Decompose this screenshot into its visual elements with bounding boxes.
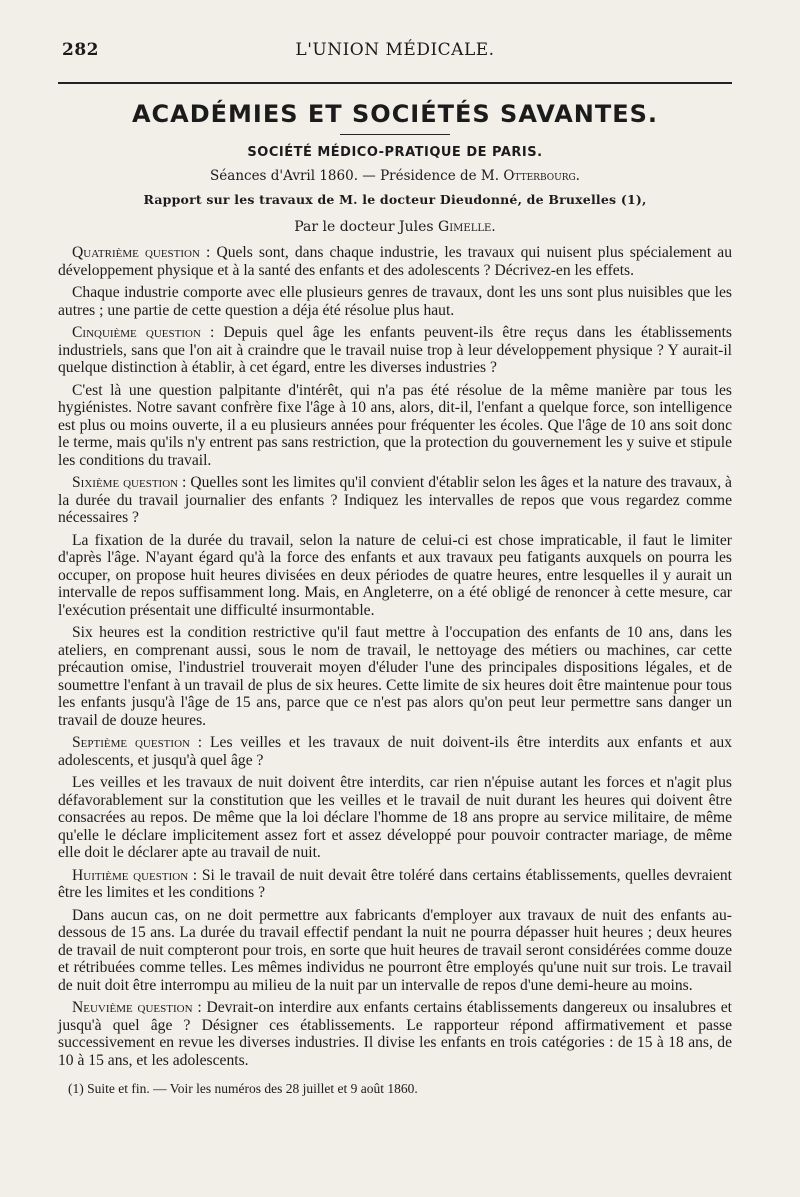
paragraph (58, 867, 732, 902)
paragraph-text: Dans aucun cas, on ne doit permettre aux fabricants d'employer aux travaux de nuit des enfants au-dessous de 15 ans. La durée du travail effectif pendant la nuit ne pourra dépasser huit heures ; deux heures de travail de nuit compteront pour trois, en sorte que huit heures de travail seront considérées comme douze et rétribuées comme telles. Les mêmes individus ne pourront être employés qu'une nuit sur trois. Le travail de nuit doit être interrompu au milieu de la nuit par un intervalle de repos d'une demi-heure au moins. (58, 906, 732, 994)
paragraph-text: La fixation de la durée du travail, selon la nature de celui-ci est chose impraticable, il faut le limiter d'après l'âge. N'ayant égard qu'à la force des enfants et aux travaux peu fatigants auxquels on pourra les occuper, on propose huit heures divisées en deux périodes de quatre heures, entre lesquelles il y aurait un intervalle de repos suffisamment long. Mais, en Angleterre, on a été obligé de renoncer à cette mesure, car l'exécution présentait une difficulté insurmontable. (58, 531, 732, 619)
session-text: Séances d'Avril 1860. — Présidence de M. (210, 168, 500, 184)
society-name: SOCIÉTÉ MÉDICO-PRATIQUE DE PARIS. (247, 145, 543, 160)
paragraph-text: Si le travail de nuit devait être toléré dans certains établissements, quelles devraient être les limites et les conditions ? (58, 866, 732, 901)
question-label: Septième question : (72, 734, 203, 751)
paragraph-text: Les veilles et les travaux de nuit doivent être interdits, car rien n'épuise autant les forces et n'agit plus défavorablement sur la constitution que les veilles et le travail de nuit durant les heures qui doivent être consacrées au repos. De même que la loi déclare l'homme de 18 ans propre au service militaire, de même qu'elle le déclare implicitement assez fort et assez développé pour pouvoir contracter mariage, de même elle doit le déclarer apte au travail de nuit. (58, 774, 732, 861)
article-body (58, 244, 732, 1069)
session-line (58, 168, 732, 184)
paragraph-text: Depuis quel âge les enfants peuvent-ils être reçus dans les établissements industriels, sans que l'on ait à craindre que le travail nuise trop à leur développement physique ? Y aurait-il quelque distinction à établir, à cet égard, entre les diverses industries ? (58, 324, 732, 376)
running-head (58, 40, 732, 78)
byline (58, 219, 732, 235)
paragraph-text: Les veilles et les travaux de nuit doivent-ils être interdits aux enfants et aux adolescents, et jusqu'à quel âge ? (58, 734, 732, 769)
paragraph (58, 624, 732, 729)
page-number: 282 (62, 40, 99, 60)
paragraph-text: Quelles sont les limites qu'il convient d'établir selon les âges et la nature des travaux, à la durée du travail journalier des enfants ? Indiquez les intervalles de repos que vous regardez comme nécessaires ? (58, 474, 732, 526)
paragraph-text: Quels sont, dans chaque industrie, les travaux qui nuisent plus spécialement au développement physique et à la santé des enfants et des adolescents ? Décrivez-en les effets. (58, 244, 732, 279)
paragraph-text: C'est là une question palpitante d'intérêt, qui n'a pas été résolue de la même manière par tous les hygiénistes. Notre savant confrère fixe l'âge à 10 ans, alors, dit-il, l'enfant a quelque force, son intelligence est plus ou moins ouverte, il a eu plusieurs années pour fréquenter les écoles. Que l'âge de 10 ans soit donc le terme, mais qu'ils n'y entrent pas sans restriction, que la protection du gouvernement les y suive et stipule les conditions du travail. (58, 381, 732, 469)
paragraph-text: Six heures est la condition restrictive qu'il faut mettre à l'occupation des enfants de 10 ans, dans les ateliers, en comprenant aussi, sous le nom de travail, le nettoyage des métiers ou machines, car cette précaution omise, l'industriel trouverait moyen d'éluder l'une des principales dispositions légales, et de soumettre l'enfant à un travail de plus de six heures. Cette limite de six heures doit être maintenue pour tous les enfants jusqu'à l'âge de 15 ans, parce que ce n'est pas alors qu'on peut leur permettre sans danger un travail de douze heures. (58, 624, 732, 729)
paragraph (58, 474, 732, 527)
president-name: Otterbourg. (503, 168, 580, 184)
paragraph-text: Chaque industrie comporte avec elle plusieurs genres de travaux, dont les uns sont plus nuisibles que les autres ; une partie de cette question a déja été résolue plus haut. (58, 284, 732, 319)
journal-title: L'UNION MÉDICALE. (295, 40, 495, 60)
question-label: Quatrième question : (72, 244, 211, 261)
paragraph (58, 244, 732, 279)
header-rule (58, 82, 732, 84)
question-label: Neuvième question : (72, 999, 202, 1016)
paragraph-text: Devrait-on interdire aux enfants certains établissements dangereux ou insalubres et jusqu'à quel âge ? Désigner ces établissements. Le rapporteur répond affirmativement et passe successivement en revue les diverses industries. Il divise les enfants en trois catégories : de 15 à 18 ans, de 10 à 15 ans, et les adolescents. (58, 999, 732, 1069)
section-title: ACADÉMIES ET SOCIÉTÉS SAVANTES. (131, 100, 659, 128)
paragraph (58, 774, 732, 862)
paragraph (58, 532, 732, 620)
byline-author: Gimelle. (438, 219, 496, 235)
footnote: (1) Suite et fin. — Voir les numéros des 28 juillet et 9 août 1860. (68, 1081, 418, 1096)
report-title-text: Rapport sur les travaux de M. le docteur Dieudonné, de Bruxelles (143, 192, 617, 207)
paragraph (58, 907, 732, 995)
question-label: Sixième question : (72, 474, 187, 491)
paragraph (58, 999, 732, 1069)
paragraph (58, 734, 732, 769)
document-page (0, 40, 800, 1197)
section-divider (340, 134, 450, 135)
question-label: Huitième question : (72, 866, 198, 884)
question-label: Cinquième question : (72, 324, 215, 341)
paragraph (58, 382, 732, 470)
footnote-marker: (1), (620, 192, 647, 207)
paragraph (58, 284, 732, 319)
byline-prefix: Par le docteur Jules (294, 219, 434, 235)
report-title (58, 192, 732, 207)
paragraph (58, 324, 732, 377)
